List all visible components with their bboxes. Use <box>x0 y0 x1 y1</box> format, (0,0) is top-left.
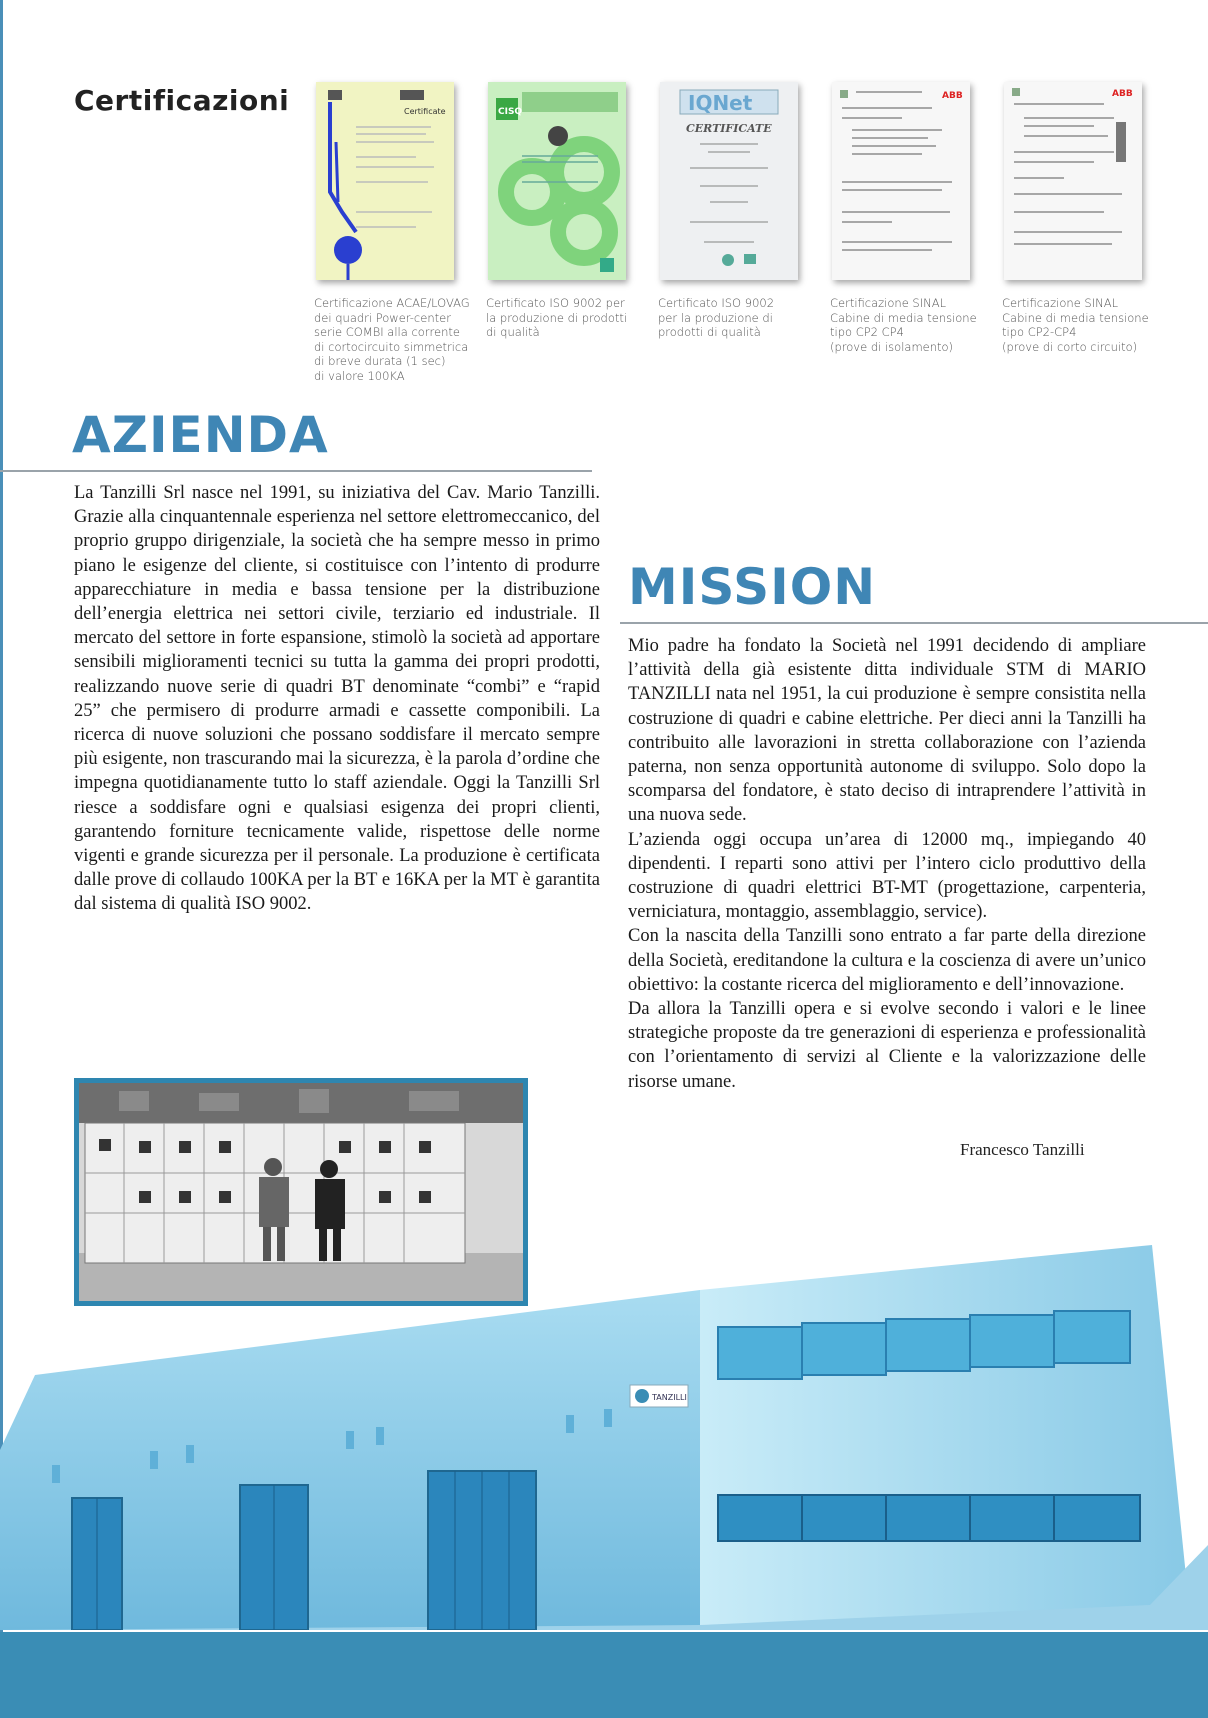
certificate-thumbnail-sinal-isolation <box>832 82 970 280</box>
mission-paragraph: L’azienda oggi occupa un’area di 12000 mq., impiegando 40 dipendenti. I reparti sono attivi per l’intero ciclo produttivo della costruzione di quadri elettrici BT-MT (progettazione, carpenteria, verniciatura, montaggio, assemblaggio, service). <box>628 829 1146 923</box>
certificate-header-text: Certificate <box>404 107 446 116</box>
certificate-thumbnail-acae-lovag <box>316 82 454 280</box>
azienda-body <box>74 481 600 917</box>
azienda-title: AZIENDA <box>72 406 329 464</box>
certificate-caption: Certificazione ACAE/LOVAG dei quadri Power-center serie COMBI alla corrente di cortocircuito simmetrica di breve durata (1 sec) di valore 100KA <box>314 296 470 383</box>
azienda-paragraph: La Tanzilli Srl nasce nel 1991, su iniziativa del Cav. Mario Tanzilli. Grazie alla cinquantennale esperienza nel settore elettromeccanico, del proprio gruppo dirigenziale, la società che ha sempre messo in primo piano le esigenze del cliente, si costituisce con l’intento di produrre apparecchiature in media e bassa tensione per la distribuzione dell’energia elettrica nei settori civile, terziario ed industriale. Il mercato del settore in forte espansione, stimolò la società ad apportare sensibili miglioramenti tecnici su tutta la gamma dei propri prodotti, realizzando nuove serie di quadri BT denominate “combi” e “rapid 25” che permisero di produrre armadi e cassette componibili. La ricerca di nuove soluzioni che possano soddisfare il mercato sempre più esigente, non trascurando mai la sicurezza, è la parola d’ordine che impegna quotidianamente tutto lo staff aziendale. Oggi la Tanzilli Srl riesce a soddisfare ogni e qualsiasi esigenza dei propri clienti, garantendo forniture tecnicamente valide, rispettose delle norme vigenti e grande sicurezza per il personale. La produzione è certificata dalle prove di collaudo 100KA per la BT e 16KA per la MT è garantita dal sistema di qualità ISO 9002. <box>74 483 600 915</box>
mission-paragraph: Da allora la Tanzilli opera e si evolve secondo i valori e le linee strategiche proposte da tre generazioni di esperienza e professionalità con l’orientamento di servizi al Cliente e la valorizzazione delle risorse umane. <box>628 999 1146 1092</box>
mission-rule <box>620 622 1208 624</box>
abb-logo-text: ABB <box>1112 89 1133 99</box>
building-sign-text: TANZILLI <box>652 1393 687 1402</box>
certificate-caption: Certificato ISO 9002 per la produzione di prodotti di qualità <box>486 296 628 339</box>
mission-title: MISSION <box>628 558 877 616</box>
certificate-caption: Certificazione SINAL Cabine di media tensione tipo CP2 CP4 (prove di isolamento) <box>830 296 977 354</box>
certificate-caption: Certificato ISO 9002 per la produzione di prodotti di qualità <box>658 296 775 339</box>
iqnet-logo-text: IQNet <box>688 91 753 115</box>
certificate-thumbnail-sinal-short-circuit <box>1004 82 1142 280</box>
mission-paragraph: Mio padre ha fondato la Società nel 1991 decidendo di ampliare l’attività della già esistente ditta individuale STM di MARIO TANZILLI nata nel 1951, la cui produzione è sempre consistita nella costruzione di quadri e cabine elettriche. Per dieci anni la Tanzilli ha contribuito alle lavorazioni in stretta collaborazione con l’azienda paterna, non senza opportunità autonome di sviluppo. Solo dopo la scomparsa del fondatore, è stato deciso di intraprendere l’attività in una nuova sede. <box>628 636 1146 826</box>
azienda-rule <box>0 470 592 472</box>
certificate-caption: Certificazione SINAL Cabine di media tensione tipo CP2-CP4 (prove di corto circuito) <box>1002 296 1149 354</box>
abb-logo-text: ABB <box>942 91 963 101</box>
certifications-heading: Certificazioni <box>74 84 290 117</box>
certificate-thumbnail-iqnet <box>660 82 798 280</box>
mission-body <box>628 634 1146 1094</box>
certificate-thumbnail-cisq <box>488 82 626 280</box>
cisq-logo-text: CISQ <box>498 107 523 117</box>
mission-paragraph: Con la nascita della Tanzilli sono entrato a far parte della direzione della Società, ereditandone la cultura e la coscienza di avere un’unico obiettivo: la costante ricerca del miglioramento e dell’innovazione. <box>628 926 1146 995</box>
mission-signature: Francesco Tanzilli <box>960 1140 1085 1159</box>
bottom-color-band <box>0 1632 1208 1718</box>
certificate-header-text: CERTIFICATE <box>686 122 772 135</box>
building-photo <box>0 1245 1208 1630</box>
